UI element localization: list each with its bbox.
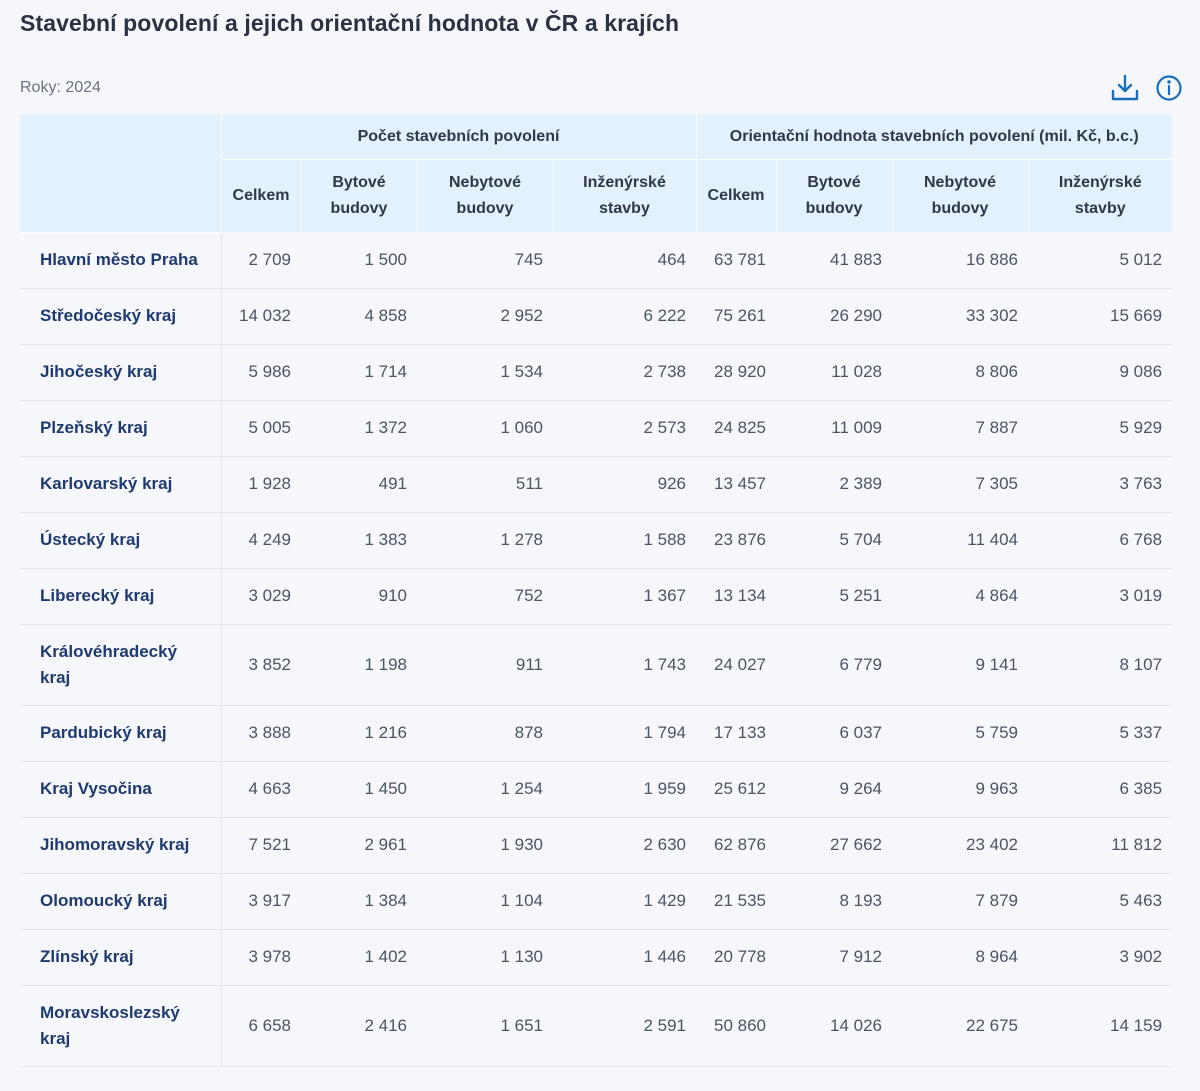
- page-title: Stavební povolení a jejich orientační hodnota v ČR a krajích: [20, 10, 680, 36]
- table-row: [20, 873, 1172, 929]
- info-icon[interactable]: [1154, 73, 1184, 103]
- table-row: [20, 929, 1172, 985]
- region-name: Zlínský kraj: [20, 929, 221, 985]
- table-cell: 6 385: [1028, 761, 1172, 817]
- table-cell: 3 029: [221, 568, 301, 624]
- table-cell: 2 591: [553, 985, 696, 1066]
- table-cell: 22 675: [892, 985, 1028, 1066]
- table-cell: 8 964: [892, 929, 1028, 985]
- table-cell: 5 251: [776, 568, 892, 624]
- table-cell: 3 019: [1028, 568, 1172, 624]
- table-cell: 3 902: [1028, 929, 1172, 985]
- table-cell: 24 825: [696, 400, 776, 456]
- table-cell: 3 852: [221, 624, 301, 705]
- table-cell: 1 278: [417, 512, 553, 568]
- table-cell: 1 367: [553, 568, 696, 624]
- table-cell: 33 302: [892, 288, 1028, 344]
- column-header: Inženýrské stavby: [553, 160, 696, 233]
- table-cell: 13 134: [696, 568, 776, 624]
- table-cell: 1 446: [553, 929, 696, 985]
- table-cell: 7 912: [776, 929, 892, 985]
- table-cell: 9 963: [892, 761, 1028, 817]
- group-header-value: Orientační hodnota stavebních povolení (mil. Kč, b.c.): [696, 114, 1172, 160]
- table-cell: 4 249: [221, 512, 301, 568]
- data-table: [20, 114, 1172, 1067]
- table-cell: 1 928: [221, 456, 301, 512]
- table-cell: 3 978: [221, 929, 301, 985]
- table-cell: 7 521: [221, 817, 301, 873]
- table-row: [20, 512, 1172, 568]
- table-cell: 11 009: [776, 400, 892, 456]
- table-cell: 5 704: [776, 512, 892, 568]
- stub-header: [20, 114, 221, 232]
- region-name: Moravskoslezský kraj: [20, 985, 221, 1066]
- table-row: [20, 761, 1172, 817]
- table-cell: 9 086: [1028, 344, 1172, 400]
- table-row: [20, 624, 1172, 705]
- column-header: Celkem: [696, 160, 776, 233]
- table-cell: 1 216: [301, 705, 417, 761]
- table-cell: 7 887: [892, 400, 1028, 456]
- table-cell: 752: [417, 568, 553, 624]
- table-cell: 2 630: [553, 817, 696, 873]
- region-name: Jihočeský kraj: [20, 344, 221, 400]
- table-cell: 6 222: [553, 288, 696, 344]
- table-cell: 5 929: [1028, 400, 1172, 456]
- region-name: Kraj Vysočina: [20, 761, 221, 817]
- table-cell: 464: [553, 232, 696, 288]
- table-cell: 8 193: [776, 873, 892, 929]
- region-name: Olomoucký kraj: [20, 873, 221, 929]
- region-name: Středočeský kraj: [20, 288, 221, 344]
- region-name: Hlavní město Praha: [20, 232, 221, 288]
- table-cell: 1 651: [417, 985, 553, 1066]
- table-cell: 26 290: [776, 288, 892, 344]
- region-name: Pardubický kraj: [20, 705, 221, 761]
- region-name: Liberecký kraj: [20, 568, 221, 624]
- table-cell: 15 669: [1028, 288, 1172, 344]
- table-cell: 5 463: [1028, 873, 1172, 929]
- header-row-groups: [20, 114, 1172, 160]
- table-cell: 2 389: [776, 456, 892, 512]
- table-cell: 11 812: [1028, 817, 1172, 873]
- column-header: Bytové budovy: [301, 160, 417, 233]
- table-cell: 1 130: [417, 929, 553, 985]
- table-cell: 7 879: [892, 873, 1028, 929]
- table-cell: 9 141: [892, 624, 1028, 705]
- table-cell: 13 457: [696, 456, 776, 512]
- table-cell: 5 986: [221, 344, 301, 400]
- table-cell: 1 429: [553, 873, 696, 929]
- table-body: [20, 232, 1172, 1066]
- region-name: Jihomoravský kraj: [20, 817, 221, 873]
- table-cell: 9 264: [776, 761, 892, 817]
- table-row: [20, 344, 1172, 400]
- table-cell: 4 858: [301, 288, 417, 344]
- table-cell: 1 500: [301, 232, 417, 288]
- table-cell: 1 450: [301, 761, 417, 817]
- table-cell: 1 104: [417, 873, 553, 929]
- table-cell: 75 261: [696, 288, 776, 344]
- table-row: [20, 400, 1172, 456]
- table-cell: 2 573: [553, 400, 696, 456]
- table-cell: 1 384: [301, 873, 417, 929]
- table-cell: 1 794: [553, 705, 696, 761]
- table-cell: 2 952: [417, 288, 553, 344]
- table-cell: 1 198: [301, 624, 417, 705]
- table-cell: 4 864: [892, 568, 1028, 624]
- table-cell: 4 663: [221, 761, 301, 817]
- table-cell: 1 743: [553, 624, 696, 705]
- table-cell: 25 612: [696, 761, 776, 817]
- table-row: [20, 288, 1172, 344]
- table-cell: 911: [417, 624, 553, 705]
- table-cell: 2 709: [221, 232, 301, 288]
- table-cell: 21 535: [696, 873, 776, 929]
- table-row: [20, 568, 1172, 624]
- table-cell: 3 917: [221, 873, 301, 929]
- table-cell: 62 876: [696, 817, 776, 873]
- table-cell: 23 876: [696, 512, 776, 568]
- table-cell: 20 778: [696, 929, 776, 985]
- table-cell: 511: [417, 456, 553, 512]
- table-cell: 5 759: [892, 705, 1028, 761]
- table-cell: 50 860: [696, 985, 776, 1066]
- column-header: Bytové budovy: [776, 160, 892, 233]
- group-header-count: Počet stavebních povolení: [221, 114, 696, 160]
- table-cell: 17 133: [696, 705, 776, 761]
- table-cell: 745: [417, 232, 553, 288]
- years-filter-label: Roky: 2024: [20, 79, 101, 96]
- table-cell: 11 404: [892, 512, 1028, 568]
- table-cell: 2 416: [301, 985, 417, 1066]
- region-name: Ústecký kraj: [20, 512, 221, 568]
- table-cell: 5 005: [221, 400, 301, 456]
- table-cell: 1 959: [553, 761, 696, 817]
- table-cell: 63 781: [696, 232, 776, 288]
- table-row: [20, 817, 1172, 873]
- table-cell: 8 107: [1028, 624, 1172, 705]
- table-row: [20, 705, 1172, 761]
- table-cell: 2 738: [553, 344, 696, 400]
- table-cell: 3 888: [221, 705, 301, 761]
- table-cell: 3 763: [1028, 456, 1172, 512]
- region-name: Královéhradecký kraj: [20, 624, 221, 705]
- table-cell: 5 337: [1028, 705, 1172, 761]
- table-cell: 6 658: [221, 985, 301, 1066]
- table-cell: 7 305: [892, 456, 1028, 512]
- table-cell: 6 779: [776, 624, 892, 705]
- table-cell: 24 027: [696, 624, 776, 705]
- region-name: Plzeňský kraj: [20, 400, 221, 456]
- column-header: Nebytové budovy: [892, 160, 1028, 233]
- table-cell: 1 588: [553, 512, 696, 568]
- table-cell: 926: [553, 456, 696, 512]
- table-cell: 16 886: [892, 232, 1028, 288]
- table-cell: 28 920: [696, 344, 776, 400]
- table-cell: 14 159: [1028, 985, 1172, 1066]
- table-cell: 1 534: [417, 344, 553, 400]
- table-cell: 6 037: [776, 705, 892, 761]
- table-cell: 41 883: [776, 232, 892, 288]
- table-cell: 14 032: [221, 288, 301, 344]
- table-row: [20, 985, 1172, 1066]
- table-cell: 2 961: [301, 817, 417, 873]
- table-row: [20, 456, 1172, 512]
- column-header: Nebytové budovy: [417, 160, 553, 233]
- table-cell: 5 012: [1028, 232, 1172, 288]
- table-cell: 1 372: [301, 400, 417, 456]
- table-cell: 1 402: [301, 929, 417, 985]
- column-header: Inženýrské stavby: [1028, 160, 1172, 233]
- table-cell: 23 402: [892, 817, 1028, 873]
- table-cell: 1 254: [417, 761, 553, 817]
- table-cell: 6 768: [1028, 512, 1172, 568]
- table-row: [20, 232, 1172, 288]
- table-cell: 8 806: [892, 344, 1028, 400]
- table-cell: 11 028: [776, 344, 892, 400]
- table-cell: 1 930: [417, 817, 553, 873]
- region-name: Karlovarský kraj: [20, 456, 221, 512]
- table-cell: 1 714: [301, 344, 417, 400]
- table-cell: 910: [301, 568, 417, 624]
- table-cell: 1 060: [417, 400, 553, 456]
- table-cell: 878: [417, 705, 553, 761]
- toolbar: [1110, 73, 1184, 103]
- table-cell: 14 026: [776, 985, 892, 1066]
- download-icon[interactable]: [1110, 73, 1140, 103]
- table-cell: 27 662: [776, 817, 892, 873]
- table-cell: 1 383: [301, 512, 417, 568]
- column-header: Celkem: [221, 160, 301, 233]
- table-cell: 491: [301, 456, 417, 512]
